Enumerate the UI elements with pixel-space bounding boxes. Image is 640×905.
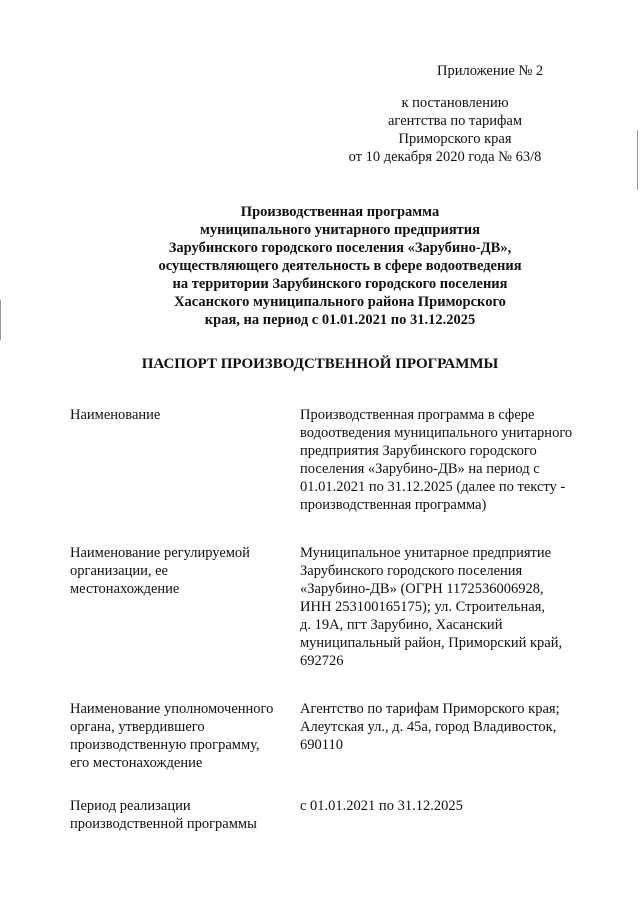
row-value-authority <box>300 700 600 754</box>
title-line: края, на период с 01.01.2021 по 31.12.2025 <box>204 312 476 328</box>
passport-heading: ПАСПОРТ ПРОИЗВОДСТВЕННОЙ ПРОГРАММЫ <box>141 356 499 372</box>
label-line: производственной программы <box>70 816 257 832</box>
label-line: Наименование уполномоченного <box>70 701 274 717</box>
value-line: 690110 <box>300 737 343 753</box>
approval-line-2: агентства по тарифам <box>388 113 522 129</box>
scan-edge-mark <box>637 130 638 190</box>
value-line: 01.01.2021 по 31.12.2025 (далее по тексту - <box>300 479 566 495</box>
value-line: Зарубинского городского поселения <box>300 563 523 579</box>
label-line: органа, утвердившего <box>70 719 205 735</box>
label-line: Период реализации <box>70 798 191 814</box>
approval-block <box>300 94 590 166</box>
row-label-period <box>70 797 295 833</box>
scan-edge-mark <box>0 300 1 340</box>
title-line: Зарубинского городского поселения «Зарубино-ДВ», <box>168 240 512 256</box>
value-line: д. 19А, пгт Зарубино, Хасанский <box>300 617 503 633</box>
row-label-authority <box>70 700 295 772</box>
row-label-organization <box>70 544 295 598</box>
label-line: Наименование регулируемой <box>70 545 250 561</box>
value-line: муниципальный район, Приморский край, <box>300 635 563 651</box>
value-line: 692726 <box>300 653 344 669</box>
label-line: организации, ее <box>70 563 168 579</box>
value-line: ИНН 253100165175); ул. Строительная, <box>300 599 545 615</box>
value-line: Алеутская ул., д. 45а, город Владивосток, <box>300 719 557 735</box>
value-line: с 01.01.2021 по 31.12.2025 <box>300 798 463 814</box>
value-line: «Зарубино-ДВ» (ОГРН 1172536006928, <box>300 581 544 597</box>
value-line: производственная программа) <box>300 497 487 513</box>
row-value-name <box>300 406 600 514</box>
value-line: водоотведения муниципального унитарного <box>300 425 573 441</box>
approval-line-4: от 10 декабря 2020 года № 63/8 <box>348 149 542 165</box>
title-line: на территории Зарубинского городского поселения <box>172 276 508 292</box>
value-line: Производственная программа в сфере <box>300 407 535 423</box>
row-label-name <box>70 406 295 424</box>
value-line: предприятия Зарубинского городского <box>300 443 537 459</box>
label-line: его местонахождение <box>70 755 203 771</box>
title-line: Производственная программа <box>240 204 440 220</box>
value-line: Агентство по тарифам Приморского края; <box>300 701 560 717</box>
document-title <box>110 203 570 329</box>
row-value-organization <box>300 544 600 670</box>
label-line: производственную программу, <box>70 737 260 753</box>
title-line: муниципального унитарного предприятия <box>200 222 480 238</box>
label-line: местонахождение <box>70 581 180 597</box>
appendix-number: Приложение № 2 <box>437 63 544 79</box>
title-line: осуществляющего деятельность в сфере водоотведения <box>158 258 522 274</box>
title-line: Хасанского муниципального района Приморского <box>174 294 506 310</box>
approval-line-1: к постановлению <box>401 95 509 111</box>
value-line: Муниципальное унитарное предприятие <box>300 545 552 561</box>
value-line: поселения «Зарубино-ДВ» на период с <box>300 461 540 477</box>
row-value-period <box>300 797 600 815</box>
approval-line-3: Приморского края <box>398 131 512 147</box>
label-line: Наименование <box>70 407 161 423</box>
